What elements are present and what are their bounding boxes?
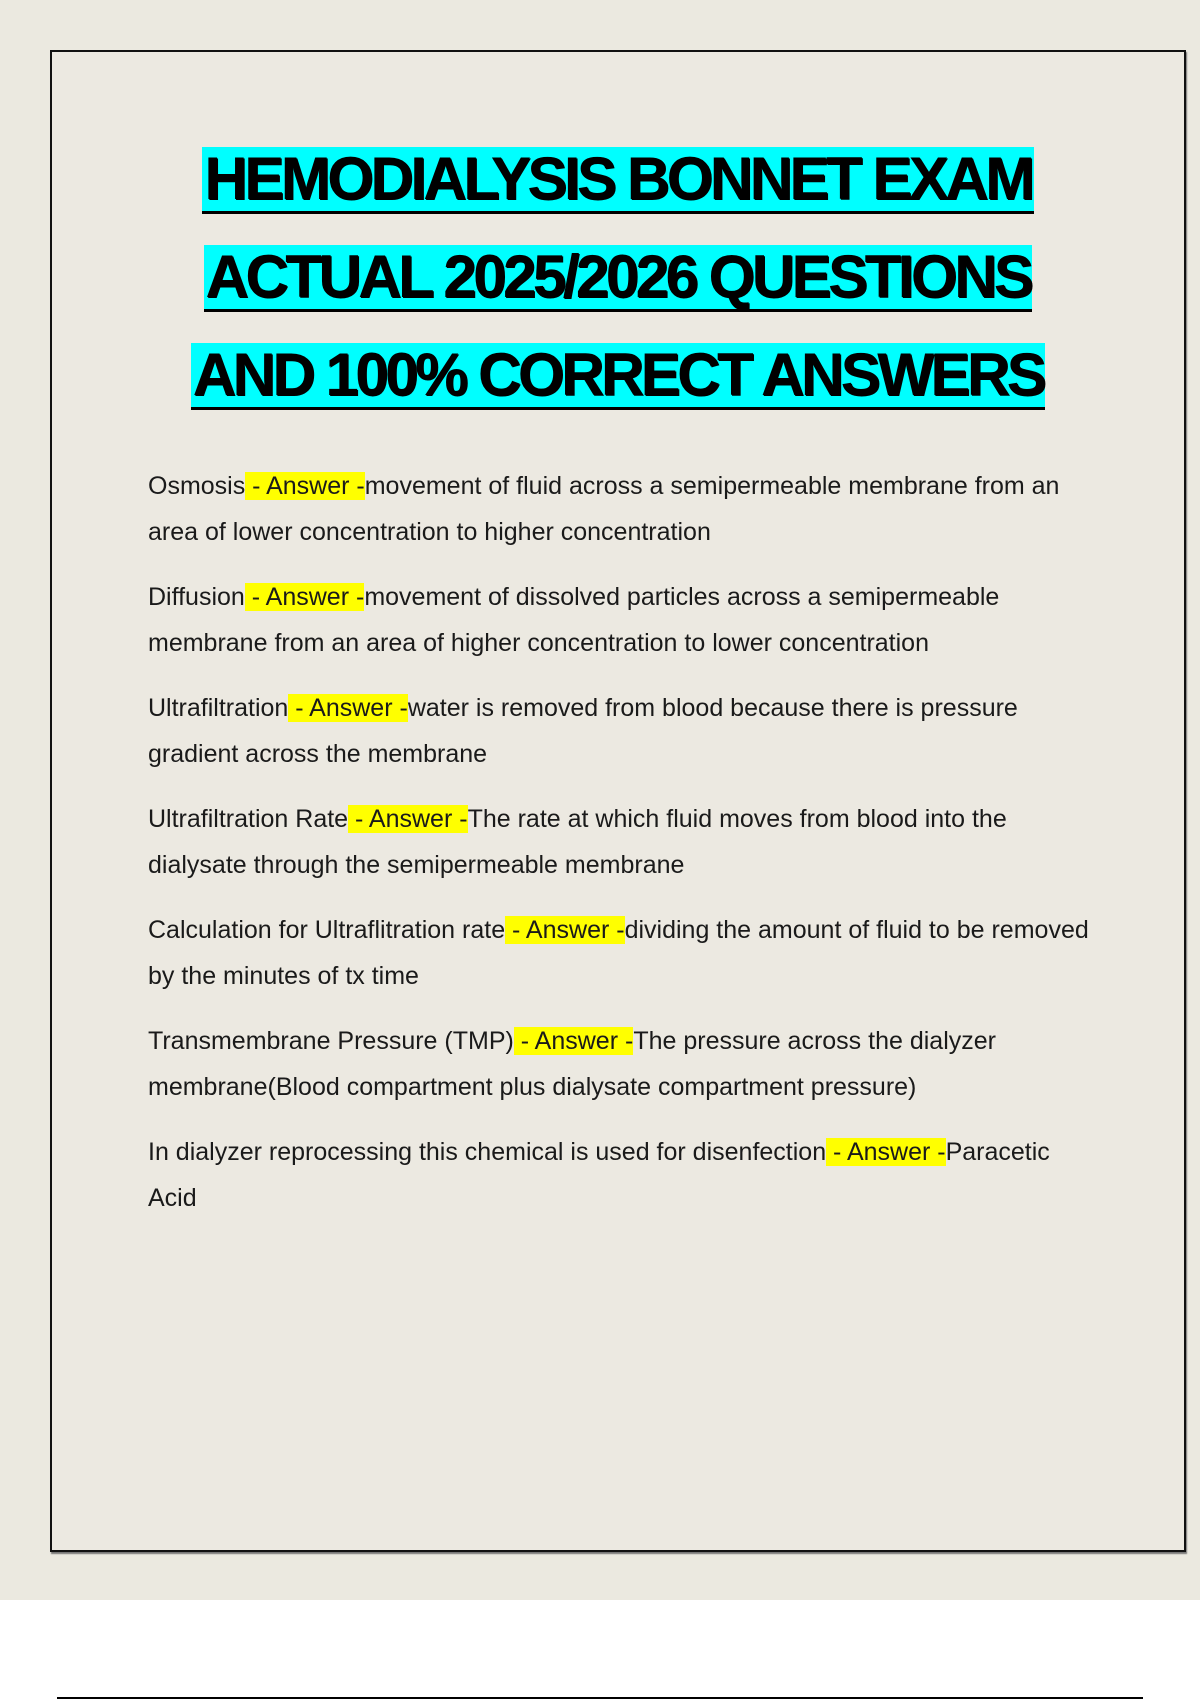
qa-item: [148, 908, 1098, 999]
answer-marker: - Answer -: [826, 1138, 946, 1166]
answer-text: Paracetic Acid: [148, 1138, 1050, 1212]
qa-item: [148, 797, 1098, 888]
answer-marker: - Answer -: [244, 583, 365, 611]
title-line-2: ACTUAL 2025/2026 QUESTIONS: [205, 243, 1031, 310]
answer-marker: - Answer -: [513, 1027, 634, 1055]
answer-text: water is removed from blood because there is pressure gradient across the membrane: [148, 694, 1018, 768]
question-text: Transmembrane Pressure (TMP): [148, 1027, 514, 1055]
qa-item: [148, 1130, 1098, 1221]
qa-item: [148, 575, 1098, 666]
footer-divider: [57, 1697, 1143, 1699]
document-frame: [50, 50, 1186, 1552]
answer-text: movement of dissolved particles across a semipermeable membrane from an area of higher concentration to lower concentration: [148, 583, 1000, 657]
answer-text: dividing the amount of fluid to be removed by the minutes of tx time: [148, 916, 1089, 990]
document-title: [52, 147, 1184, 441]
answer-text: movement of fluid across a semipermeable membrane from an area of lower concentration to higher concentration: [148, 472, 1060, 546]
question-text: Osmosis: [148, 472, 246, 500]
question-text: Ultrafiltration: [148, 694, 289, 722]
answer-marker: - Answer -: [245, 472, 365, 500]
qa-item: [148, 464, 1098, 555]
question-text: Calculation for Ultraflitration rate: [148, 916, 506, 944]
title-line-3: AND 100% CORRECT ANSWERS: [192, 341, 1044, 408]
qa-item: [148, 686, 1098, 777]
answer-text: The rate at which fluid moves from blood into the dialysate through the semipermeable membrane: [148, 805, 1007, 879]
answer-marker: - Answer -: [348, 805, 468, 833]
title-line-1: HEMODIALYSIS BONNET EXAM: [204, 145, 1032, 212]
qa-list: [148, 464, 1098, 1241]
answer-text: The pressure across the dialyzer membrane(Blood compartment plus dialysate compartment pressure): [148, 1027, 996, 1101]
question-text: In dialyzer reprocessing this chemical is used for disenfection: [148, 1138, 827, 1166]
answer-marker: - Answer -: [288, 694, 408, 722]
question-text: Diffusion: [148, 583, 245, 611]
qa-item: [148, 1019, 1098, 1110]
question-text: Ultrafiltration Rate: [148, 805, 349, 833]
answer-marker: - Answer -: [505, 916, 625, 944]
